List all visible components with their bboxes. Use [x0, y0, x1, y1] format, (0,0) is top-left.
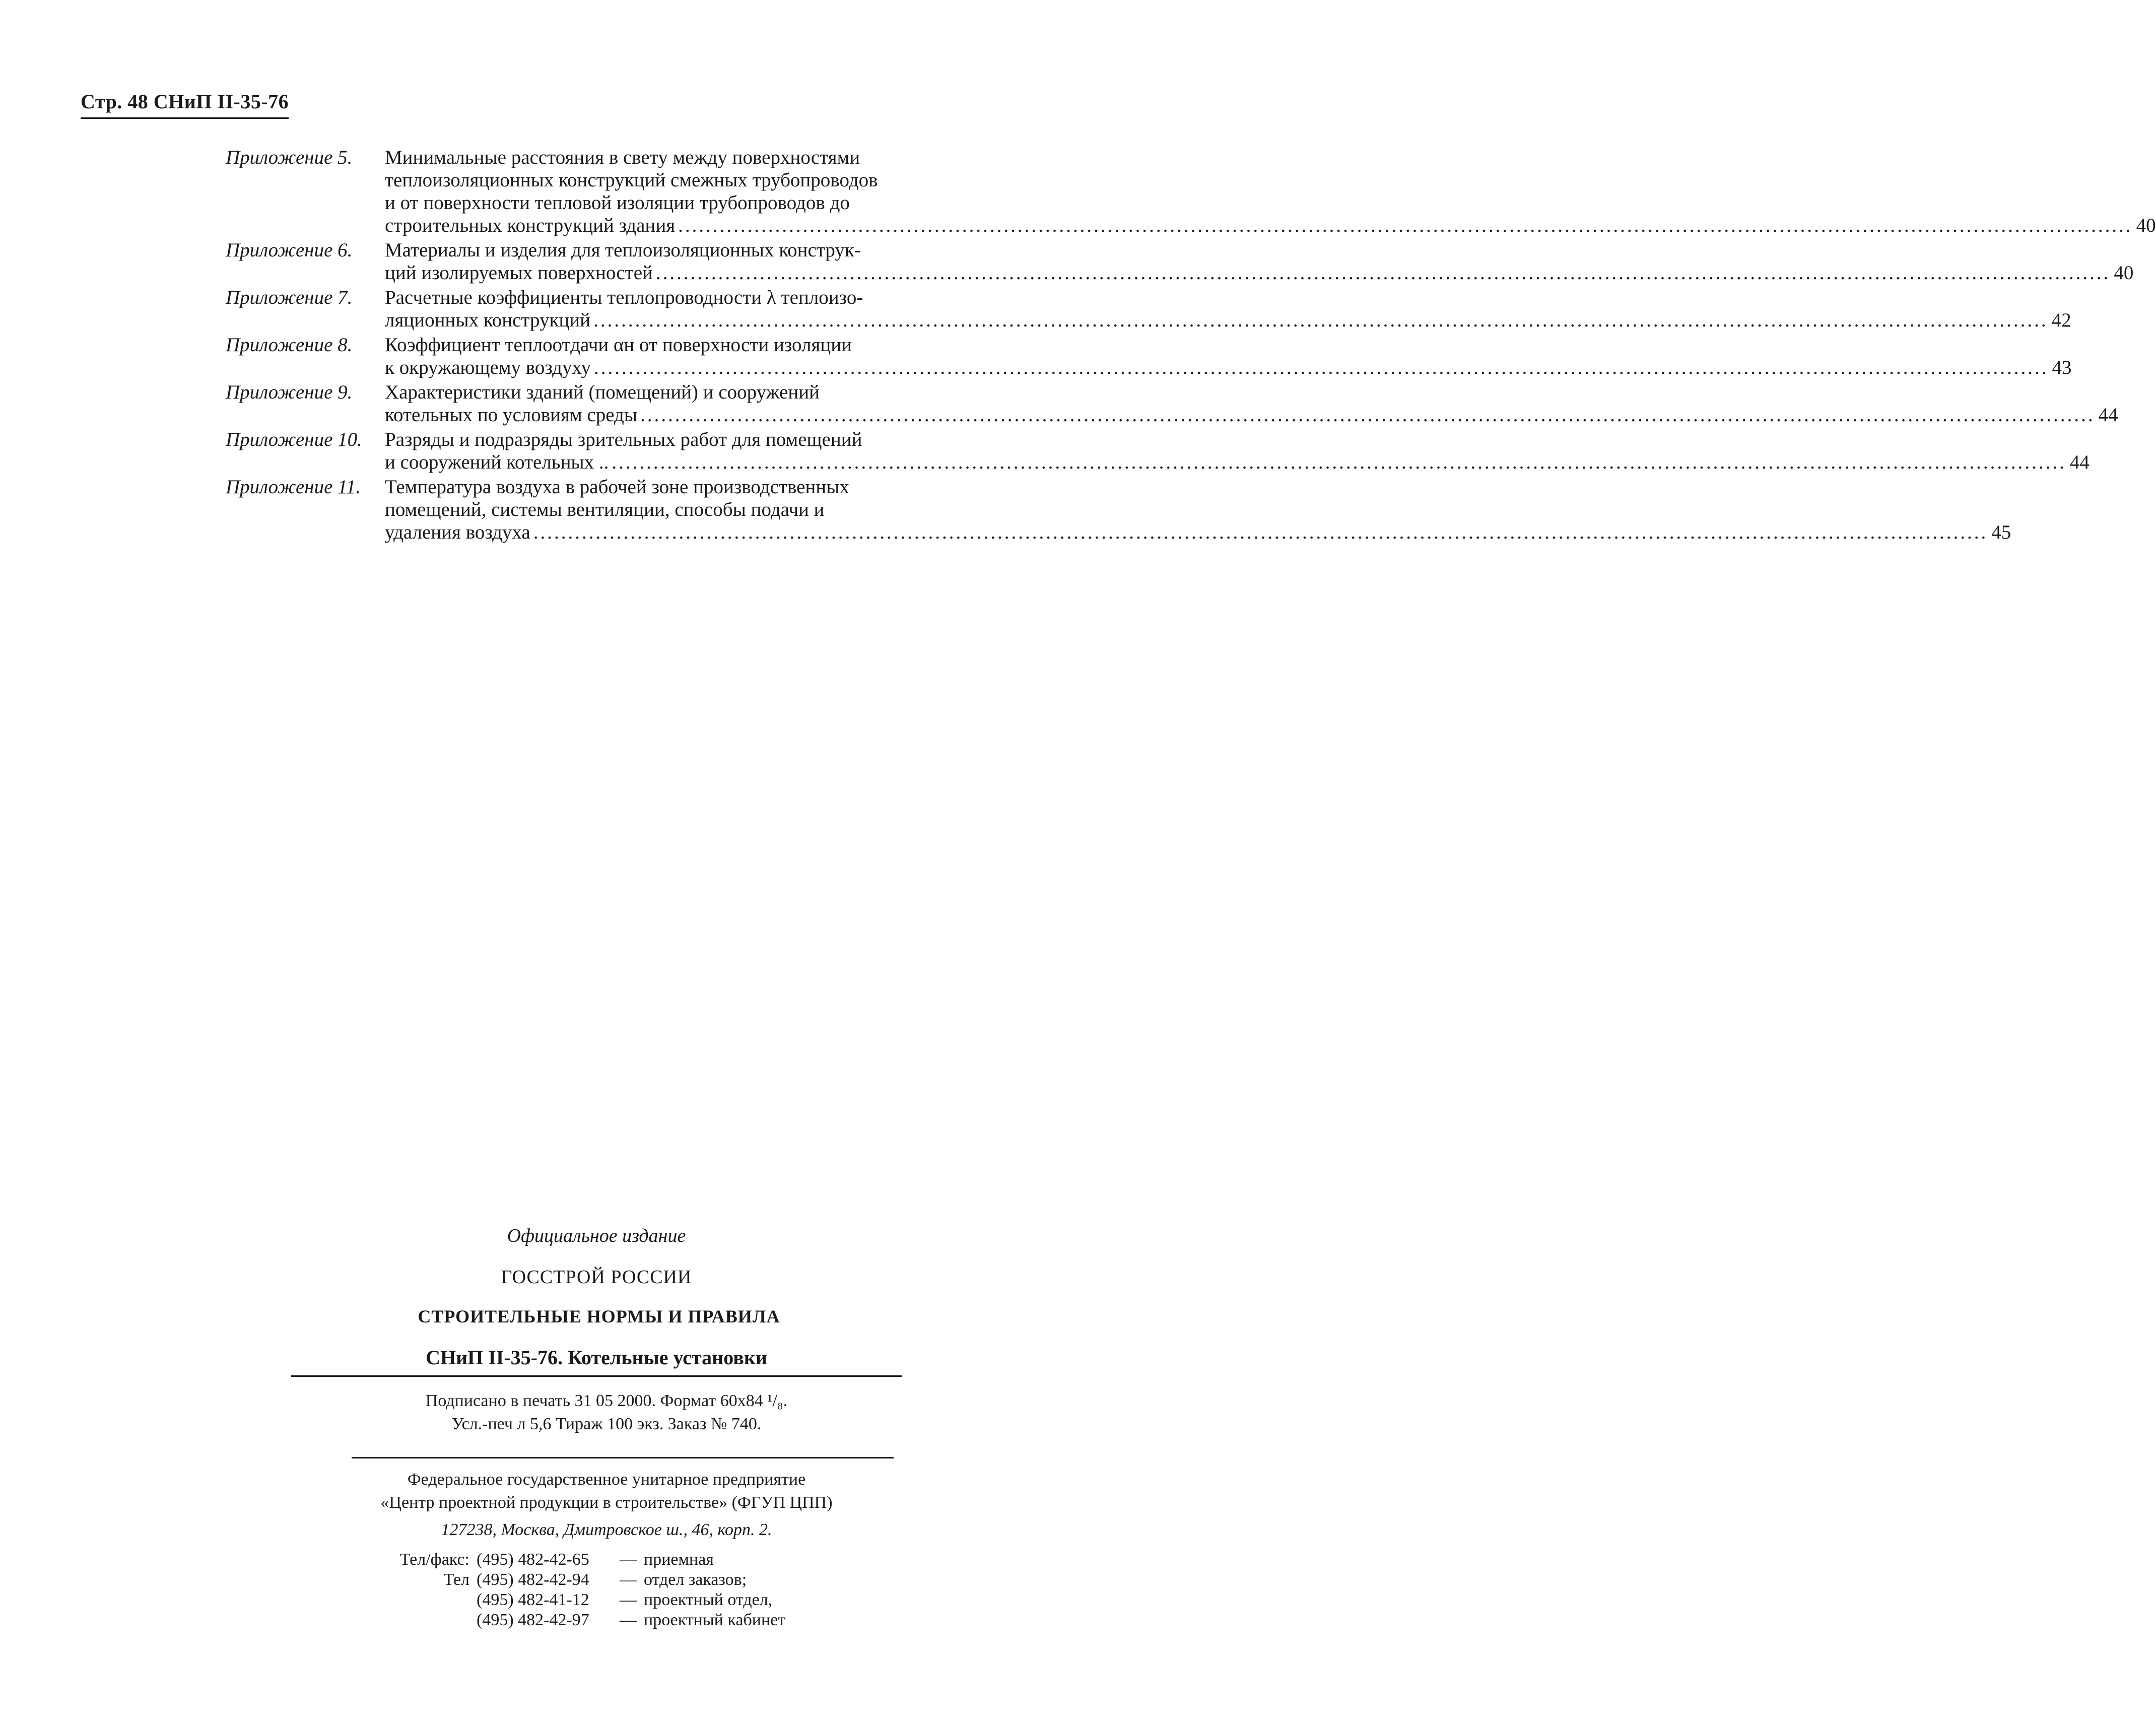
- publisher-organization: ГОССТРОЙ РОССИИ: [501, 1267, 692, 1288]
- toc-entry-title: [385, 334, 2072, 379]
- toc-title-line: помещений, системы вентиляции, способы подачи и: [385, 499, 825, 520]
- toc-appendix-label: Приложение 9.: [226, 381, 353, 403]
- dot-leader: [533, 521, 1988, 544]
- toc-title-line: Температура воздуха в рабочей зоне производственных: [385, 476, 849, 498]
- series-title: СТРОИТЕЛЬНЫЕ НОРМЫ И ПРАВИЛА: [418, 1306, 780, 1326]
- toc-page-number: 45: [1991, 521, 2011, 543]
- toc-entry: [226, 428, 2090, 474]
- toc-page-number: 44: [2098, 404, 2118, 426]
- toc-title-line: Характеристики зданий (помещений) и сооружений: [385, 381, 820, 403]
- dot-leader: [640, 404, 2095, 426]
- toc-appendix-label: Приложение 6.: [226, 239, 353, 261]
- toc-appendix-label: Приложение 8.: [226, 334, 353, 356]
- toc-title-line: Расчетные коэффициенты теплопроводности λ теплоизо-: [385, 287, 863, 308]
- dot-leader: [678, 214, 2133, 237]
- toc-title-line: ций изолируемых поверхностей: [385, 262, 653, 284]
- toc-entry: [226, 334, 2072, 379]
- phone-list: [364, 1550, 785, 1630]
- phone-num: (495) 482-41-12: [477, 1590, 589, 1609]
- toc-title-last-line: [385, 521, 2011, 544]
- toc-title-line: удаления воздуха: [385, 521, 530, 543]
- toc-title-line: Минимальные расстояния в свету между поверхностями: [385, 147, 860, 168]
- toc-title-line: и от поверхности тепловой изоляции трубопроводов до: [385, 192, 850, 214]
- toc-title-line: и сооружений котельных ..: [385, 451, 609, 473]
- toc-title-line: теплоизоляционных конструкций смежных трубопроводов: [385, 169, 878, 191]
- phone-label: Тел: [443, 1570, 469, 1589]
- divider-rule: [291, 1375, 902, 1377]
- phone-desc: приемная: [644, 1550, 714, 1569]
- phone-row: [364, 1590, 785, 1610]
- dot-leader: [593, 309, 2048, 331]
- toc-appendix-label: Приложение 10.: [226, 429, 362, 450]
- dot-leader: [656, 261, 2111, 284]
- toc-title-last-line: [385, 261, 2133, 284]
- print-signed-line: Подписано в печать 31 05 2000. Формат 60x84 ¹/₈.: [425, 1391, 788, 1410]
- toc-entry-title: [385, 476, 2011, 544]
- toc-entry-title: [385, 286, 2071, 331]
- toc-entry: [226, 381, 2118, 426]
- phone-row: [364, 1610, 785, 1630]
- toc-page-number: 40: [2114, 262, 2134, 284]
- print-circulation-line: Усл.-печ л 5,6 Тираж 100 экз. Заказ № 740.: [451, 1415, 762, 1433]
- toc-title-last-line: [385, 309, 2071, 331]
- toc-title-last-line: [385, 451, 2090, 474]
- toc-title-last-line: [385, 356, 2072, 379]
- document-title: СНиП II-35-76. Котельные установки: [426, 1346, 767, 1369]
- phone-num: (495) 482-42-65: [477, 1550, 589, 1569]
- phone-label: [364, 1590, 477, 1610]
- toc-entry-title: [385, 428, 2090, 474]
- toc-title-last-line: [385, 214, 2156, 237]
- toc-appendix-label: Приложение 7.: [226, 287, 353, 308]
- phone-num: (495) 482-42-94: [477, 1570, 589, 1589]
- phone-dash: —: [620, 1550, 637, 1569]
- toc-page-number: 44: [2069, 451, 2090, 473]
- phone-dash: —: [620, 1590, 637, 1609]
- toc-entry: [226, 286, 2071, 331]
- toc-entry: [226, 239, 2134, 284]
- toc-page-number: 42: [2051, 309, 2071, 331]
- toc-title-line: Материалы и изделия для теплоизоляционных конструк-: [385, 239, 861, 261]
- print-details: [0, 1389, 1213, 1436]
- publisher-line: Федеральное государственное унитарное предприятие: [407, 1470, 806, 1489]
- toc-page-number: 40: [2136, 215, 2156, 236]
- phone-dash: —: [620, 1570, 637, 1589]
- toc-entry: [226, 146, 2156, 237]
- toc-title-line: ляционных конструкций: [385, 309, 591, 331]
- imprint-block: [0, 1224, 1213, 1629]
- phone-label: [364, 1610, 477, 1630]
- phone-label: Тел/факс:: [399, 1550, 469, 1569]
- page-running-head: Стр. 48 СНиП II-35-76: [81, 90, 289, 119]
- publisher-line: «Центр проектной продукции в строительстве» (ФГУП ЦПП): [380, 1493, 833, 1512]
- toc-title-line: Разряды и подразряды зрительных работ для помещений: [385, 429, 862, 450]
- phone-row: [364, 1570, 785, 1590]
- appendix-contents-list: [226, 146, 2156, 546]
- toc-page-number: 43: [2052, 357, 2072, 378]
- phone-row: [364, 1550, 785, 1570]
- toc-appendix-label: Приложение 5.: [226, 147, 353, 168]
- phone-desc: проектный кабинет: [644, 1611, 786, 1629]
- toc-title-line: к окружающему воздуху: [385, 357, 591, 378]
- toc-title-line: строительных конструкций здания: [385, 215, 676, 236]
- phone-num: (495) 482-42-97: [477, 1611, 589, 1629]
- phone-desc: отдел заказов;: [644, 1570, 747, 1589]
- phone-dash: —: [620, 1611, 637, 1629]
- dot-leader: [594, 356, 2049, 379]
- toc-appendix-label: Приложение 11.: [226, 476, 361, 498]
- toc-entry-title: [385, 239, 2133, 284]
- toc-title-line: Коэффициент теплоотдачи αн от поверхности изоляции: [385, 334, 852, 356]
- toc-entry-title: [385, 381, 2118, 426]
- publisher-address: 127238, Москва, Дмитровское ш., 46, корп. 2.: [441, 1520, 772, 1539]
- toc-title-last-line: [385, 404, 2118, 426]
- toc-entry: [226, 476, 2011, 544]
- dot-leader: [612, 451, 2066, 474]
- toc-entry-title: [385, 146, 2156, 237]
- publisher-info: [0, 1468, 1213, 1542]
- divider-rule: [352, 1457, 894, 1458]
- toc-title-line: котельных по условиям среды: [385, 404, 638, 426]
- official-edition-label: Официальное издание: [507, 1225, 686, 1246]
- phone-desc: проектный отдел,: [644, 1590, 773, 1609]
